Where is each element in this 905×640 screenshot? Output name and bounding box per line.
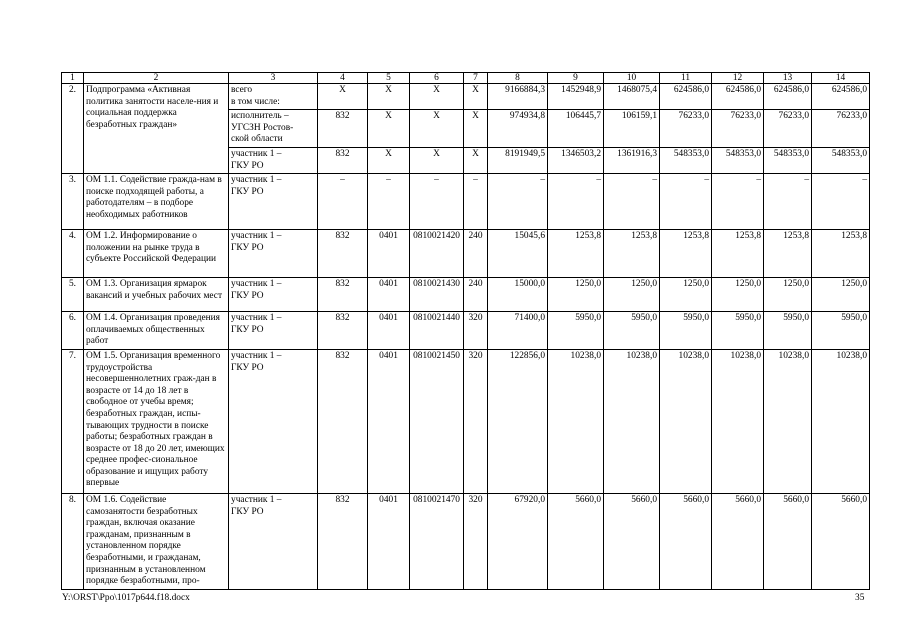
column-number-cell: 9	[548, 73, 604, 84]
year-amount-cell: 1253,8	[548, 230, 604, 278]
table-row	[62, 312, 870, 350]
csr-code-cell: 0810021430	[410, 278, 464, 312]
year-amount-cell: 1250,0	[604, 278, 660, 312]
year-amount-cell: 5950,0	[548, 312, 604, 350]
responsible-cell: исполнитель – УГСЗН Ростов- ской области	[229, 110, 318, 148]
responsible-cell: участник 1 – ГКУ РО	[229, 147, 318, 173]
column-number-cell: 8	[488, 73, 548, 84]
table-row	[62, 174, 870, 230]
table-row	[62, 230, 870, 278]
year-amount-cell: 76233,0	[660, 110, 712, 148]
program-name-cell: ОМ 1.5. Организация временного трудоустройства несовершеннолетних граж-дан в возрасте от 14 до 18 лет в свободное от учебы время; безработных граждан, испы-тывающих трудности в поиске работы; безработных граждан в возрасте от 18 до 20 лет, имеющих среднее профес-сиональное образование и ищущих работу впервые	[84, 349, 229, 493]
csr-code-cell: –	[410, 174, 464, 230]
csr-code-cell: 0810021450	[410, 349, 464, 493]
program-name-cell: ОМ 1.4. Организация проведения оплачиваемых общественных работ	[84, 312, 229, 350]
program-name-cell: ОМ 1.6. Содействие самозанятости безработных граждан, включая оказание гражданам, признанным в установленном порядке безработными, и гражданам, признанным в установленном порядке безработными, про-	[84, 493, 229, 589]
year-amount-cell: 5950,0	[604, 312, 660, 350]
table-body	[62, 73, 870, 590]
vr-code-cell: X	[464, 110, 488, 148]
vr-code-cell: –	[464, 174, 488, 230]
year-amount-cell: –	[604, 174, 660, 230]
rzpr-code-cell: X	[368, 110, 410, 148]
year-amount-cell: 1346503,2	[548, 147, 604, 173]
row-number-cell: 8.	[62, 493, 84, 589]
vr-code-cell: 320	[464, 349, 488, 493]
year-amount-cell: 1253,8	[604, 230, 660, 278]
row-number-cell: 6.	[62, 312, 84, 350]
header-row	[62, 73, 870, 84]
year-amount-cell: 106445,7	[548, 110, 604, 148]
year-amount-cell: 548353,0	[660, 147, 712, 173]
year-amount-cell: 1250,0	[712, 278, 764, 312]
total-amount-cell: 15000,0	[488, 278, 548, 312]
program-name-cell: Подпрограмма «Активная политика занятости населе-ния и социальная поддержка безработных граждан»	[84, 84, 229, 174]
row-number-cell: 7.	[62, 349, 84, 493]
column-number-cell: 4	[318, 73, 368, 84]
grbs-code-cell: 832	[318, 110, 368, 148]
rzpr-code-cell: X	[368, 84, 410, 110]
rzpr-code-cell: 0401	[368, 493, 410, 589]
csr-code-cell: 0810021420	[410, 230, 464, 278]
year-amount-cell: 5660,0	[712, 493, 764, 589]
vr-code-cell: 320	[464, 312, 488, 350]
total-amount-cell: 122856,0	[488, 349, 548, 493]
column-number-cell: 2	[84, 73, 229, 84]
year-amount-cell: 10238,0	[712, 349, 764, 493]
grbs-code-cell: 832	[318, 349, 368, 493]
year-amount-cell: 5660,0	[660, 493, 712, 589]
year-amount-cell: 76233,0	[764, 110, 812, 148]
year-amount-cell: 1253,8	[812, 230, 870, 278]
responsible-cell: участник 1 – ГКУ РО	[229, 174, 318, 230]
total-amount-cell: 67920,0	[488, 493, 548, 589]
year-amount-cell: –	[712, 174, 764, 230]
footer-file-path: Y:\ORST\Ppo\1017p644.f18.docx	[62, 593, 190, 603]
program-name-cell: ОМ 1.1. Содействие гражда-нам в поиске подходящей работы, а работодателям – в подборе необходимых работников	[84, 174, 229, 230]
responsible-cell: всего в том числе:	[229, 84, 318, 110]
year-amount-cell: 1361916,3	[604, 147, 660, 173]
row-number-cell: 2.	[62, 84, 84, 174]
year-amount-cell: 1253,8	[712, 230, 764, 278]
vr-code-cell: X	[464, 147, 488, 173]
year-amount-cell: 10238,0	[660, 349, 712, 493]
grbs-code-cell: X	[318, 84, 368, 110]
responsible-cell: участник 1 – ГКУ РО	[229, 278, 318, 312]
year-amount-cell: 5660,0	[764, 493, 812, 589]
grbs-code-cell: 832	[318, 147, 368, 173]
column-number-cell: 7	[464, 73, 488, 84]
total-amount-cell: –	[488, 174, 548, 230]
program-name-cell: ОМ 1.2. Информирование о положении на рынке труда в субъекте Российской Федерации	[84, 230, 229, 278]
grbs-code-cell: 832	[318, 230, 368, 278]
year-amount-cell: 10238,0	[764, 349, 812, 493]
table-row	[62, 493, 870, 589]
column-number-cell: 6	[410, 73, 464, 84]
year-amount-cell: 10238,0	[604, 349, 660, 493]
year-amount-cell: –	[660, 174, 712, 230]
column-number-cell: 12	[712, 73, 764, 84]
year-amount-cell: 5660,0	[548, 493, 604, 589]
table-row	[62, 84, 870, 110]
grbs-code-cell: –	[318, 174, 368, 230]
year-amount-cell: 5660,0	[604, 493, 660, 589]
year-amount-cell: 548353,0	[712, 147, 764, 173]
vr-code-cell: 320	[464, 493, 488, 589]
year-amount-cell: 5950,0	[660, 312, 712, 350]
total-amount-cell: 9166884,3	[488, 84, 548, 110]
csr-code-cell: 0810021440	[410, 312, 464, 350]
total-amount-cell: 15045,6	[488, 230, 548, 278]
rzpr-code-cell: 0401	[368, 230, 410, 278]
year-amount-cell: 5660,0	[812, 493, 870, 589]
csr-code-cell: X	[410, 147, 464, 173]
year-amount-cell: 5950,0	[812, 312, 870, 350]
year-amount-cell: 1250,0	[548, 278, 604, 312]
year-amount-cell: 10238,0	[548, 349, 604, 493]
program-name-cell: ОМ 1.3. Организация ярмарок вакансий и учебных рабочих мест	[84, 278, 229, 312]
column-number-cell: 14	[812, 73, 870, 84]
grbs-code-cell: 832	[318, 493, 368, 589]
year-amount-cell: 1250,0	[660, 278, 712, 312]
total-amount-cell: 8191949,5	[488, 147, 548, 173]
year-amount-cell: 624586,0	[764, 84, 812, 110]
year-amount-cell: 1253,8	[764, 230, 812, 278]
year-amount-cell: –	[548, 174, 604, 230]
year-amount-cell: 1452948,9	[548, 84, 604, 110]
year-amount-cell: 624586,0	[660, 84, 712, 110]
year-amount-cell: 76233,0	[812, 110, 870, 148]
table-row	[62, 349, 870, 493]
year-amount-cell: 76233,0	[712, 110, 764, 148]
rzpr-code-cell: 0401	[368, 349, 410, 493]
row-number-cell: 4.	[62, 230, 84, 278]
rzpr-code-cell: 0401	[368, 278, 410, 312]
year-amount-cell: 106159,1	[604, 110, 660, 148]
total-amount-cell: 974934,8	[488, 110, 548, 148]
vr-code-cell: 240	[464, 230, 488, 278]
year-amount-cell: 624586,0	[712, 84, 764, 110]
rzpr-code-cell: –	[368, 174, 410, 230]
grbs-code-cell: 832	[318, 312, 368, 350]
column-number-cell: 11	[660, 73, 712, 84]
table-row	[62, 278, 870, 312]
year-amount-cell: 1253,8	[660, 230, 712, 278]
column-number-cell: 1	[62, 73, 84, 84]
column-number-cell: 5	[368, 73, 410, 84]
column-number-cell: 3	[229, 73, 318, 84]
responsible-cell: участник 1 – ГКУ РО	[229, 312, 318, 350]
year-amount-cell: –	[812, 174, 870, 230]
year-amount-cell: 624586,0	[812, 84, 870, 110]
csr-code-cell: 0810021470	[410, 493, 464, 589]
rzpr-code-cell: X	[368, 147, 410, 173]
year-amount-cell: –	[764, 174, 812, 230]
total-amount-cell: 71400,0	[488, 312, 548, 350]
year-amount-cell: 548353,0	[764, 147, 812, 173]
year-amount-cell: 548353,0	[812, 147, 870, 173]
year-amount-cell: 1250,0	[812, 278, 870, 312]
responsible-cell: участник 1 – ГКУ РО	[229, 493, 318, 589]
csr-code-cell: X	[410, 110, 464, 148]
budget-table	[61, 72, 870, 590]
vr-code-cell: X	[464, 84, 488, 110]
footer-page-number: 35	[855, 593, 865, 603]
row-number-cell: 5.	[62, 278, 84, 312]
year-amount-cell: 1468075,4	[604, 84, 660, 110]
responsible-cell: участник 1 – ГКУ РО	[229, 230, 318, 278]
year-amount-cell: 5950,0	[764, 312, 812, 350]
column-number-cell: 10	[604, 73, 660, 84]
grbs-code-cell: 832	[318, 278, 368, 312]
responsible-cell: участник 1 – ГКУ РО	[229, 349, 318, 493]
vr-code-cell: 240	[464, 278, 488, 312]
csr-code-cell: X	[410, 84, 464, 110]
year-amount-cell: 5950,0	[712, 312, 764, 350]
column-number-cell: 13	[764, 73, 812, 84]
row-number-cell: 3.	[62, 174, 84, 230]
year-amount-cell: 1250,0	[764, 278, 812, 312]
rzpr-code-cell: 0401	[368, 312, 410, 350]
year-amount-cell: 10238,0	[812, 349, 870, 493]
